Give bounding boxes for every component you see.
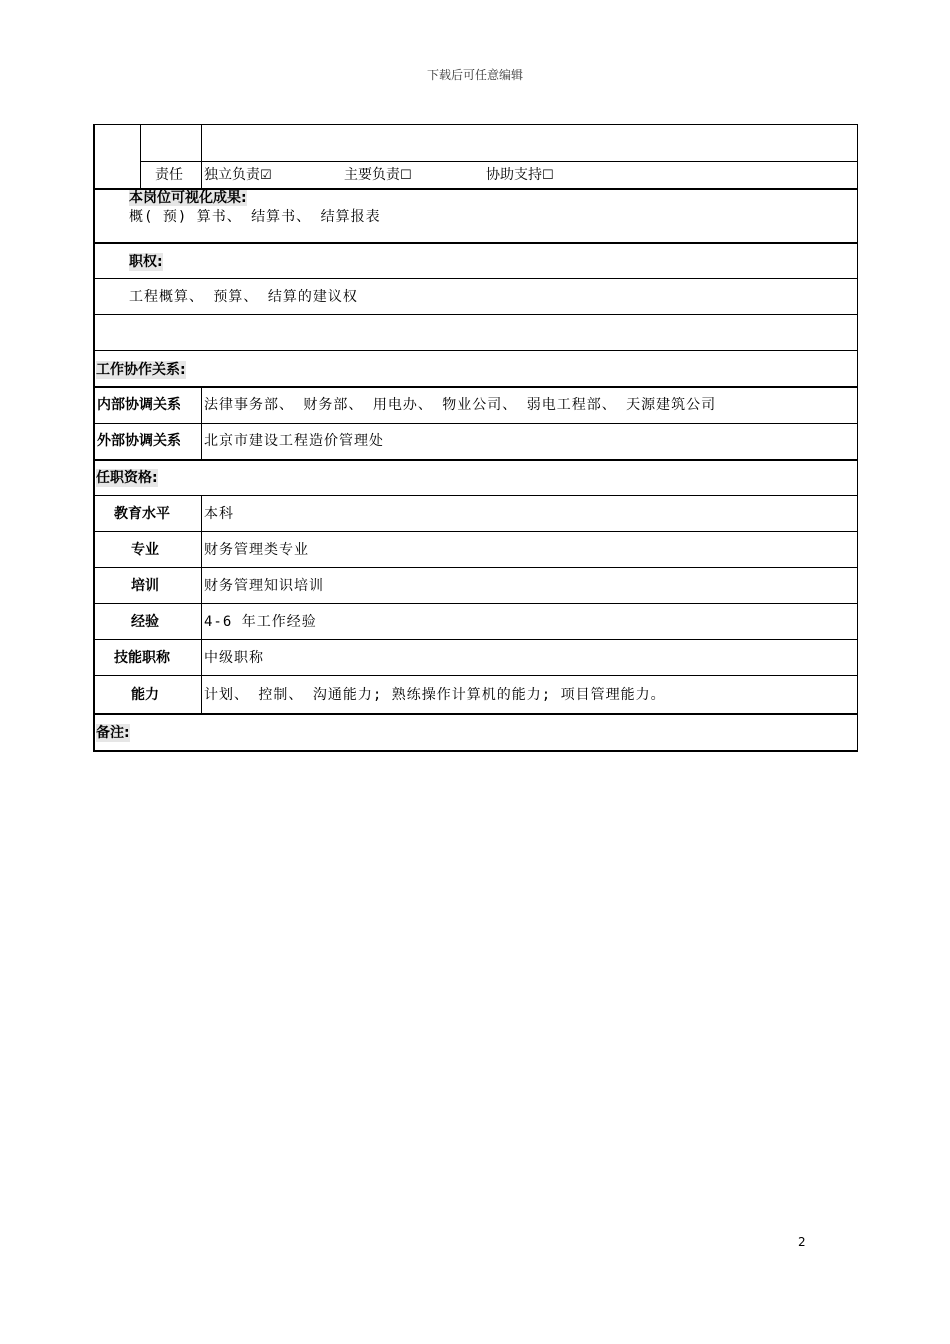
row-divider — [93, 639, 858, 640]
qualifications-title: 任职资格: — [96, 470, 158, 486]
external-coordination-label: 外部协调关系 — [97, 433, 181, 449]
row-divider — [93, 350, 858, 351]
row-divider — [93, 567, 858, 568]
internal-coordination-value: 法律事务部、 财务部、 用电办、 物业公司、 弱电工程部、 天源建筑公司 — [204, 397, 717, 413]
row-divider — [93, 603, 858, 604]
col-divider — [201, 495, 202, 714]
qualification-label-experience: 经验 — [131, 614, 159, 630]
row-divider — [93, 242, 858, 244]
authority-content: 工程概算、 预算、 结算的建议权 — [129, 289, 358, 305]
external-coordination-value: 北京市建设工程造价管理处 — [204, 433, 384, 449]
qualification-value-experience: 4-6 年工作经验 — [204, 614, 317, 630]
row-divider — [93, 495, 858, 496]
unchecked-box-icon: ☐ — [400, 168, 412, 183]
authority-title: 职权: — [129, 254, 163, 270]
visual-results-content: 概( 预) 算书、 结算书、 结算报表 — [129, 209, 381, 225]
checked-box-icon: ☑ — [260, 168, 272, 183]
row-divider — [93, 386, 858, 388]
qualification-label-ability: 能力 — [131, 687, 159, 703]
page-number: 2 — [798, 1235, 806, 1249]
row-divider — [93, 459, 858, 461]
qualification-value-title: 中级职称 — [204, 650, 264, 666]
row-divider — [140, 161, 858, 162]
remarks-title: 备注: — [96, 725, 130, 741]
col-divider — [201, 124, 202, 189]
row-divider — [93, 713, 858, 715]
qualification-label-training: 培训 — [131, 578, 159, 594]
row-divider — [93, 531, 858, 532]
table-left-border — [93, 124, 95, 752]
qualification-value-education: 本科 — [204, 506, 234, 522]
qualification-label-education: 教育水平 — [114, 506, 170, 522]
internal-coordination-label: 内部协调关系 — [97, 397, 181, 413]
collaboration-title: 工作协作关系: — [96, 362, 186, 378]
row-divider — [93, 278, 858, 279]
qualification-value-ability: 计划、 控制、 沟通能力; 熟练操作计算机的能力; 项目管理能力。 — [204, 687, 666, 703]
table-right-border — [857, 124, 858, 752]
responsibility-label: 责任 — [155, 167, 183, 183]
row-divider — [93, 423, 858, 424]
row-divider — [93, 124, 858, 125]
unchecked-box-icon: ☐ — [542, 168, 554, 183]
qualification-label-title: 技能职称 — [114, 650, 170, 666]
responsibility-option-primary: 主要负责☐ — [344, 167, 412, 183]
responsibility-option-assist: 协助支持☐ — [486, 167, 554, 183]
responsibility-option-independent: 独立负责☑ — [204, 167, 272, 183]
visual-results-title: 本岗位可视化成果: — [129, 190, 247, 206]
col-divider — [140, 124, 141, 189]
row-divider — [93, 675, 858, 676]
qualification-label-major: 专业 — [131, 542, 159, 558]
header-note: 下载后可任意编辑 — [426, 68, 523, 82]
qualification-value-major: 财务管理类专业 — [204, 542, 309, 558]
row-divider — [93, 314, 858, 315]
qualification-value-training: 财务管理知识培训 — [204, 578, 324, 594]
table-bottom-border — [93, 750, 858, 752]
